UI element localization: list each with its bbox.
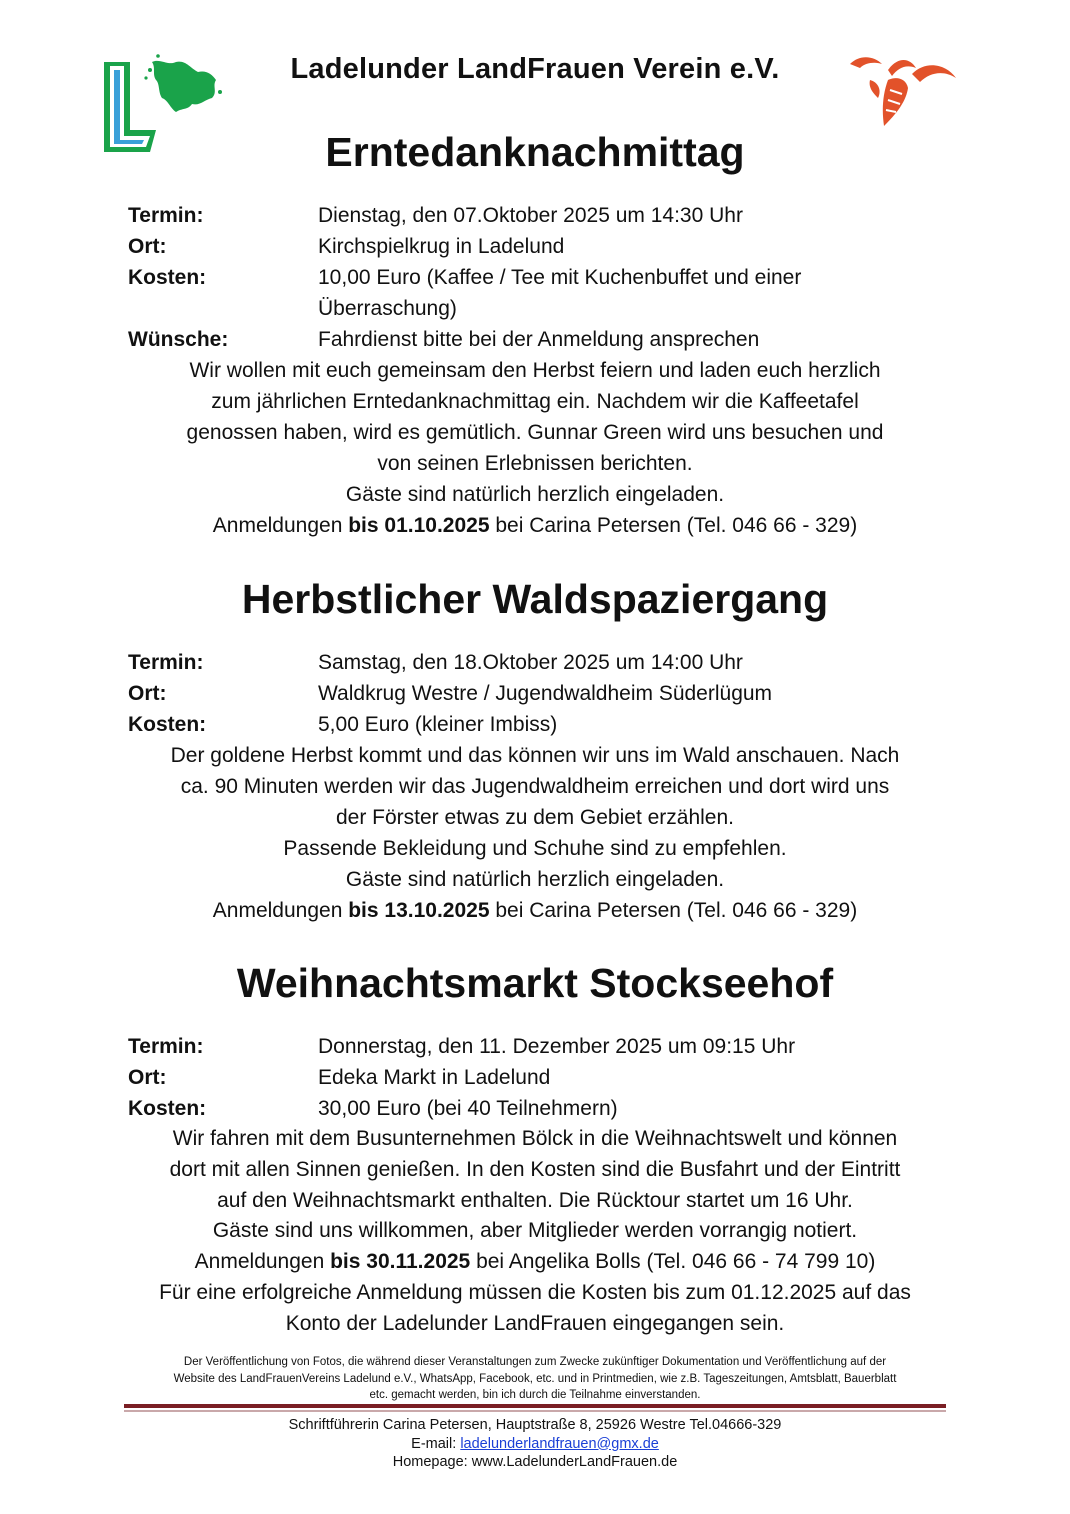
ort-label: Ort: — [128, 682, 167, 705]
footer-email-line — [0, 1435, 1070, 1454]
event-waldspaziergang — [0, 575, 1070, 926]
ort-value: Kirchspielkrug in Ladelund — [318, 235, 565, 258]
kosten-value-line2: Überraschung) — [318, 297, 457, 320]
desc-line: von seinen Erlebnissen berichten. — [377, 452, 693, 475]
photo-disclaimer — [120, 1354, 950, 1404]
termin-value: Dienstag, den 07.Oktober 2025 um 14:30 Uhr — [318, 204, 743, 227]
desc-line: genossen haben, wird es gemütlich. Gunnar Green wird uns besuchen und — [186, 421, 884, 444]
desc-line: Wir fahren mit dem Busunternehmen Bölck in die Weihnachtswelt und können — [172, 1127, 898, 1150]
wuensche-row — [0, 324, 1070, 355]
reg-deadline: bis 30.11.2025 — [330, 1250, 471, 1274]
desc-line: Der goldene Herbst kommt und das können wir uns im Wald anschauen. Nach — [170, 744, 900, 767]
desc-line: zum jährlichen Erntedanknachmittag ein. Nachdem wir die Kaffeetafel — [211, 390, 859, 413]
kosten-value-line1: 10,00 Euro (Kaffee / Tee mit Kuchenbuffet und einer — [318, 266, 802, 289]
desc-line: Gäste sind natürlich herzlich eingeladen. — [345, 868, 725, 891]
wuensche-value: Fahrdienst bitte bei der Anmeldung ansprechen — [318, 328, 760, 351]
email-label: E-mail: — [411, 1435, 461, 1452]
payment-note-line: Konto der Ladelunder LandFrauen eingegangen sein. — [285, 1311, 785, 1335]
kosten-label: Kosten: — [128, 1097, 207, 1120]
desc-line: der Förster etwas zu dem Gebiet erzählen. — [335, 806, 734, 829]
event-description — [0, 355, 1070, 541]
event-description — [0, 740, 1070, 926]
kosten-label: Kosten: — [128, 266, 207, 289]
disclaimer-line: etc. gemacht werden, bin ich durch die Teilnahme einverstanden. — [369, 1389, 701, 1401]
desc-line: Wir wollen mit euch gemeinsam den Herbst feiern und laden euch herzlich — [189, 359, 881, 382]
desc-line: Gäste sind uns willkommen, aber Mitglieder werden vorrangig notiert. — [212, 1219, 858, 1243]
ort-row — [0, 678, 1070, 709]
ort-row — [0, 1062, 1070, 1093]
termin-row — [0, 647, 1070, 678]
footer-divider — [124, 1404, 946, 1412]
reg-contact: bei Angelika Bolls (Tel. 046 66 - 74 799 10) — [470, 1250, 876, 1274]
termin-value: Donnerstag, den 11. Dezember 2025 um 09:15 Uhr — [318, 1035, 796, 1058]
footer-address: Schriftführerin Carina Petersen, Hauptstraße 8, 25926 Westre Tel.04666-329 — [288, 1417, 782, 1433]
termin-row — [0, 200, 1070, 231]
kosten-value: 5,00 Euro (kleiner Imbiss) — [318, 713, 558, 736]
ort-value: Waldkrug Westre / Jugendwaldheim Süderlügum — [318, 682, 773, 705]
event-title: Weihnachtsmarkt Stockseehof — [236, 960, 834, 1006]
event-description — [0, 1124, 1070, 1340]
ort-value: Edeka Markt in Ladelund — [318, 1066, 551, 1089]
desc-line: auf den Weihnachtsmarkt enthalten. Die Rücktour startet um 16 Uhr. — [217, 1188, 853, 1212]
reg-deadline: bis 13.10.2025 — [348, 899, 490, 922]
ort-label: Ort: — [128, 235, 167, 258]
reg-deadline: bis 01.10.2025 — [348, 514, 490, 537]
desc-line: Passende Bekleidung und Schuhe sind zu empfehlen. — [283, 837, 787, 860]
email-link[interactable]: ladelunderlandfrauen@gmx.de — [460, 1435, 659, 1452]
kosten-row — [0, 1093, 1070, 1124]
kosten-label: Kosten: — [128, 713, 207, 736]
termin-label: Termin: — [128, 651, 204, 674]
kosten-value — [318, 262, 801, 324]
footer-homepage: Homepage: www.LadelunderLandFrauen.de — [392, 1454, 678, 1470]
reg-contact: bei Carina Petersen (Tel. 046 66 - 329) — [489, 899, 858, 922]
event-weihnachtsmarkt — [0, 959, 1070, 1340]
desc-line: dort mit allen Sinnen genießen. In den Kosten sind die Busfahrt und der Eintritt — [169, 1157, 901, 1181]
event-erntedank — [0, 128, 1070, 541]
payment-note-line: Für eine erfolgreiche Anmeldung müssen die Kosten bis zum 01.12.2025 auf das — [159, 1280, 911, 1304]
desc-line: ca. 90 Minuten werden wir das Jugendwaldheim erreichen und dort wird uns — [180, 775, 890, 798]
kosten-row — [0, 262, 1070, 324]
termin-value: Samstag, den 18.Oktober 2025 um 14:00 Uhr — [318, 651, 743, 674]
ort-row — [0, 231, 1070, 262]
footer — [0, 1416, 1070, 1472]
termin-label: Termin: — [128, 204, 204, 227]
kosten-row — [0, 709, 1070, 740]
registration-line — [0, 510, 1070, 541]
event-title: Herbstlicher Waldspaziergang — [241, 576, 829, 622]
desc-line: Gäste sind natürlich herzlich eingeladen. — [345, 483, 725, 506]
reg-prefix: Anmeldungen — [212, 899, 349, 922]
reg-contact: bei Carina Petersen (Tel. 046 66 - 329) — [489, 514, 858, 537]
registration-line — [0, 1247, 1070, 1278]
registration-line — [0, 895, 1070, 926]
reg-prefix: Anmeldungen — [194, 1250, 331, 1274]
ort-label: Ort: — [128, 1066, 167, 1089]
kosten-value: 30,00 Euro (bei 40 Teilnehmern) — [318, 1097, 618, 1120]
disclaimer-line: Der Veröffentlichung von Fotos, die während dieser Veranstaltungen zum Zwecke zukünftiger Dokumentation und Veröffentlichung auf der — [183, 1356, 887, 1368]
termin-row — [0, 1031, 1070, 1062]
wuensche-label: Wünsche: — [128, 328, 229, 351]
disclaimer-line: Website des LandFrauenVereins Ladelund e.V., WhatsApp, Facebook, etc. und in Printmedien, wie z.B. Tageszeitungen, Amtsblatt, Bauerblatt — [173, 1372, 897, 1385]
event-title: Erntedanknachmittag — [325, 129, 745, 175]
org-name: Ladelunder LandFrauen Verein e.V. — [290, 53, 780, 85]
termin-label: Termin: — [128, 1035, 204, 1058]
reg-prefix: Anmeldungen — [212, 514, 349, 537]
